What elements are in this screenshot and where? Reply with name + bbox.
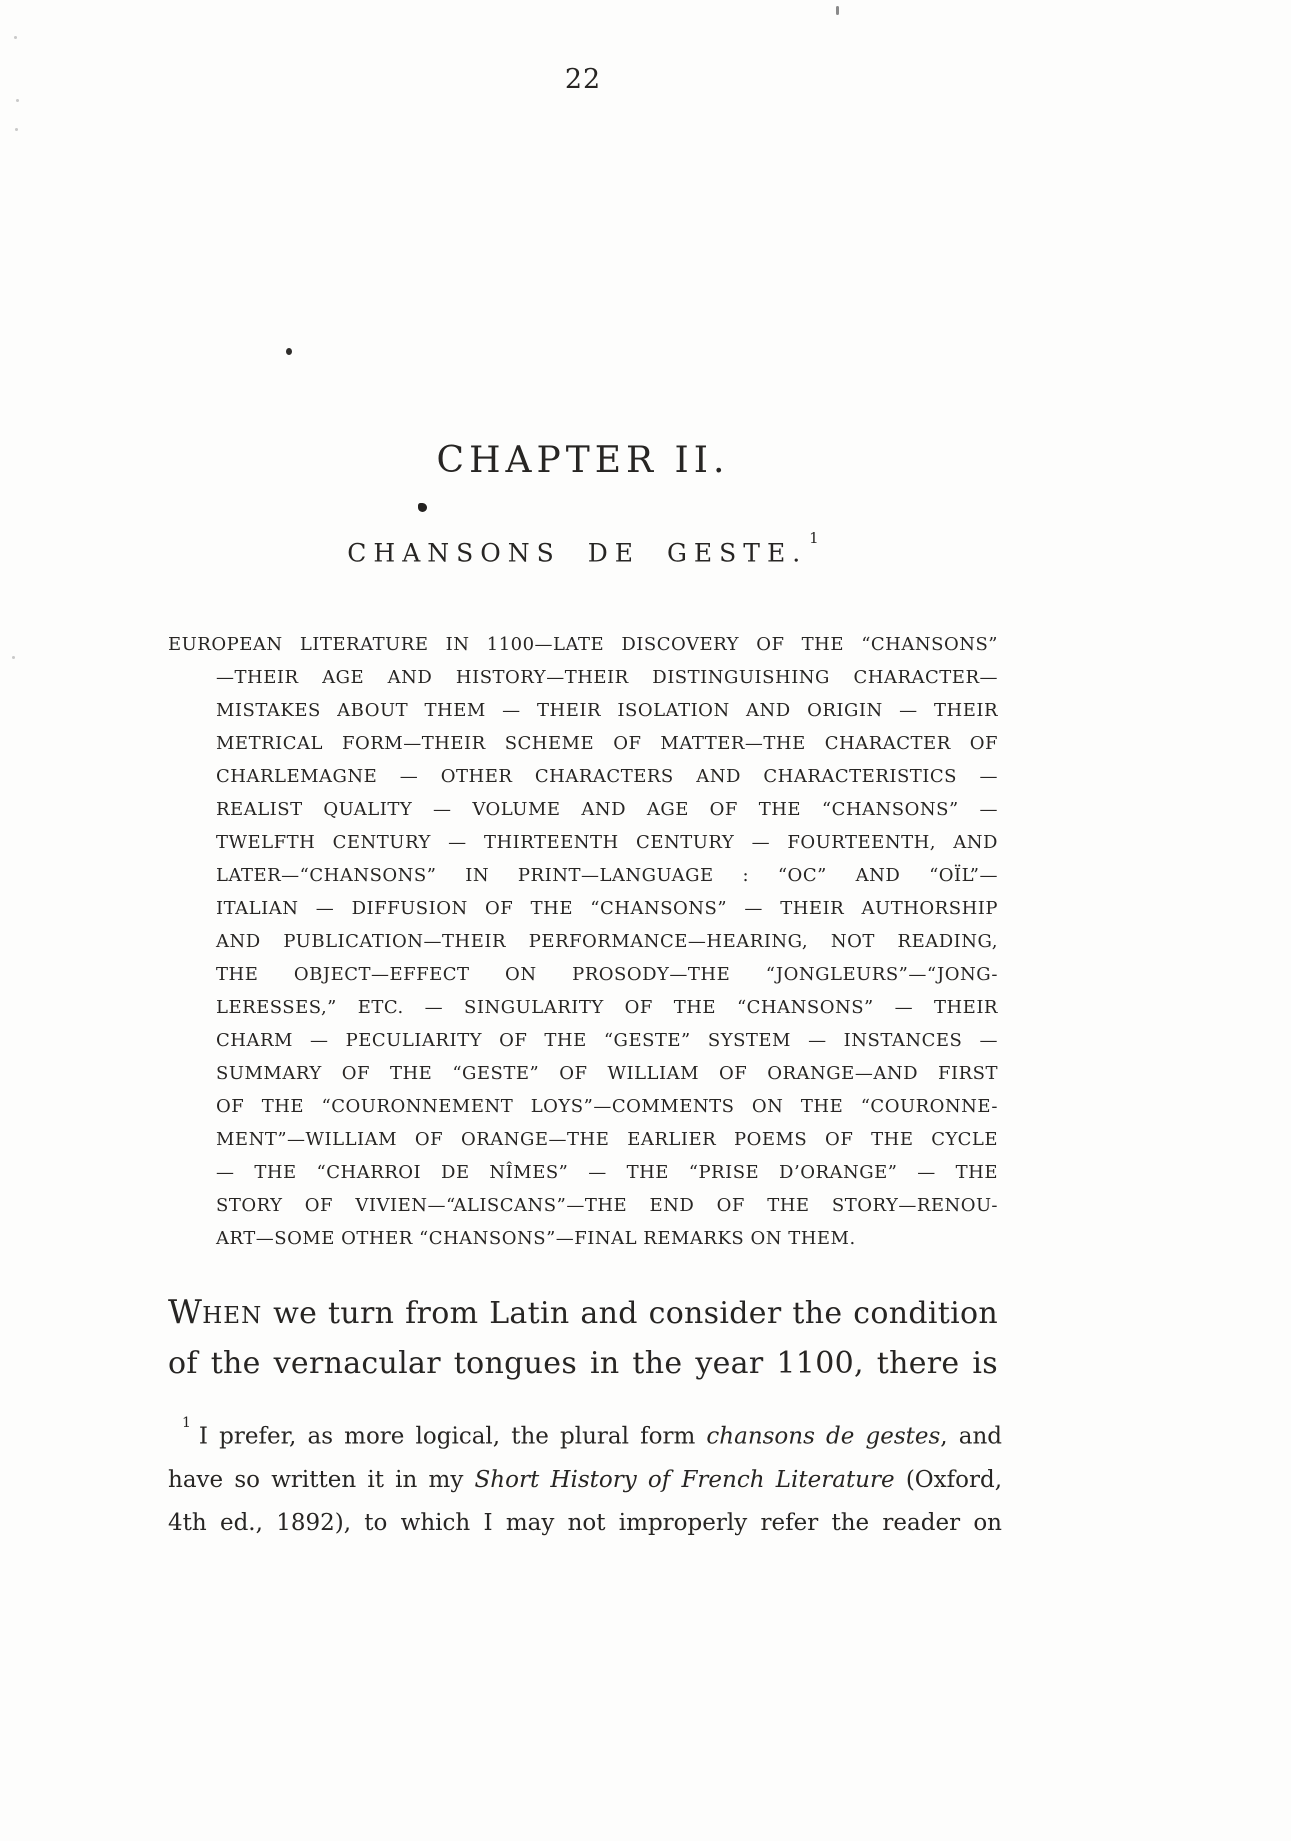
summary-line: MENT”—WILLIAM OF ORANGE—THE EARLIER POEMS OF THE CYCLE xyxy=(216,1129,998,1150)
chapter-title: CHAPTER II. xyxy=(436,440,730,481)
summary-line: SUMMARY OF THE “GESTE” OF WILLIAM OF ORANGE—AND FIRST xyxy=(216,1063,998,1084)
chapter-argument xyxy=(168,628,998,1255)
lead-smallcaps: HEN xyxy=(202,1303,263,1329)
footnote-italic-title: chansons de gestes xyxy=(706,1423,941,1450)
summary-line: —THEIR AGE AND HISTORY—THEIR DISTINGUISHING CHARACTER— xyxy=(216,667,998,688)
summary-line: — THE “CHARROI DE NÎMES” — THE “PRISE D’ORANGE” — THE xyxy=(216,1162,998,1183)
lead-capital: W xyxy=(168,1292,203,1331)
summary-line: THE OBJECT—EFFECT ON PROSODY—THE “JONGLEURS”—“JONG- xyxy=(216,964,998,985)
body-paragraph xyxy=(168,1288,998,1388)
chapter-subtitle xyxy=(168,529,998,568)
footnote-ref: 1 xyxy=(809,529,819,547)
footnote-line: 4th ed., 1892), to which I may not improperly refer the reader on xyxy=(168,1509,1002,1536)
footnote-text: , and xyxy=(940,1423,1002,1450)
footnote-line xyxy=(168,1459,1002,1502)
ink-speck xyxy=(836,6,839,15)
summary-line: MISTAKES ABOUT THEM — THEIR ISOLATION AND ORIGIN — THEIR xyxy=(216,700,998,721)
footnote-text: have so written it in my xyxy=(168,1466,475,1493)
footnote-number: 1 xyxy=(182,1415,191,1431)
footnote-text: I prefer, as more logical, the plural form xyxy=(198,1423,707,1450)
summary-line: LERESSES,” ETC. — SINGULARITY OF THE “CHANSONS” — THEIR xyxy=(216,997,998,1018)
ink-speck xyxy=(14,36,17,39)
summary-line: METRICAL FORM—THEIR SCHEME OF MATTER—THE CHARACTER OF xyxy=(216,733,998,754)
summary-line: ART—SOME OTHER “CHANSONS”—FINAL REMARKS ON THEM. xyxy=(216,1228,856,1249)
ink-speck xyxy=(418,503,427,512)
body-line: of the vernacular tongues in the year 1100, there is xyxy=(168,1346,998,1381)
ink-speck xyxy=(16,99,19,102)
summary-line: REALIST QUALITY — VOLUME AND AGE OF THE “CHANSONS” — xyxy=(216,799,998,820)
summary-line: STORY OF VIVIEN—“ALISCANS”—THE END OF THE STORY—RENOU- xyxy=(216,1195,998,1216)
summary-line: OF THE “COURONNEMENT LOYS”—COMMENTS ON THE “COURONNE- xyxy=(216,1096,998,1117)
summary-line: LATER—“CHANSONS” IN PRINT—LANGUAGE : “OC” AND “OÏL”— xyxy=(216,865,998,886)
ink-speck xyxy=(286,348,292,355)
body-line xyxy=(168,1288,998,1340)
footnote-italic-title: Short History of French Literature xyxy=(474,1466,895,1493)
summary-line: CHARM — PECULIARITY OF THE “GESTE” SYSTEM — INSTANCES — xyxy=(216,1030,998,1051)
footnote-line xyxy=(168,1410,1002,1459)
footnote-text: (Oxford, xyxy=(894,1466,1003,1493)
summary-line: ITALIAN — DIFFUSION OF THE “CHANSONS” — THEIR AUTHORSHIP xyxy=(216,898,998,919)
summary-line: EUROPEAN LITERATURE IN 1100—LATE DISCOVERY OF THE “CHANSONS” xyxy=(168,634,998,655)
footnote xyxy=(168,1410,1002,1545)
ink-speck xyxy=(15,128,18,131)
ink-speck xyxy=(12,656,15,659)
summary-line: TWELFTH CENTURY — THIRTEENTH CENTURY — FOURTEENTH, AND xyxy=(216,832,998,853)
body-line-text: we turn from Latin and consider the condition xyxy=(262,1296,998,1331)
summary-line: CHARLEMAGNE — OTHER CHARACTERS AND CHARACTERISTICS — xyxy=(216,766,998,787)
chapter-subtitle-text: CHANSONS DE GESTE. xyxy=(347,538,808,568)
page-number: 22 xyxy=(564,64,602,95)
summary-line: AND PUBLICATION—THEIR PERFORMANCE—HEARING, NOT READING, xyxy=(216,931,998,952)
